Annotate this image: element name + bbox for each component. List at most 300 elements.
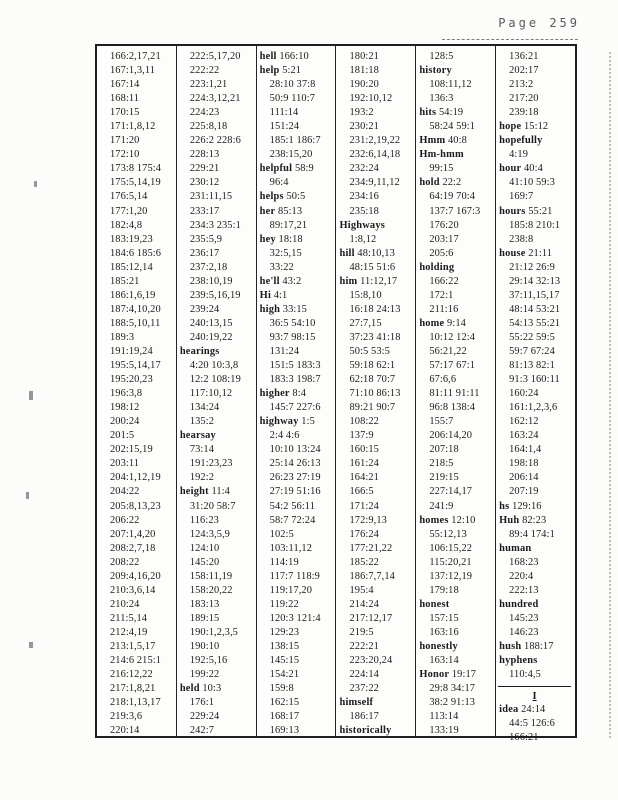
index-entry-refs: 220:14 <box>110 725 140 737</box>
headword: history <box>419 65 452 77</box>
section-divider <box>498 686 571 703</box>
index-entry-headword: height 11:4 <box>179 486 230 498</box>
index-entry-refs: 230:21 <box>349 121 379 133</box>
index-entry-refs: 129:23 <box>269 626 300 638</box>
index-entry-refs: 1:8,12 <box>349 233 377 245</box>
index-entry-headword: hold 22:2 <box>419 177 462 189</box>
index-entry-refs: 239:24 <box>189 303 220 315</box>
index-entry-refs: 175:5,14,19 <box>110 177 161 189</box>
divider-section-letter: I <box>532 691 537 703</box>
index-entry-headword: her 85:13 <box>259 205 303 217</box>
index-entry-headword <box>496 598 575 612</box>
index-entry-refs: 196:3,8 <box>110 388 143 400</box>
index-entry-refs: 169:7 <box>509 191 534 203</box>
index-entry-refs: 224:23 <box>189 107 220 119</box>
index-entry-refs: 167:1,3,11 <box>110 65 156 77</box>
index-entry-refs: 106:15,22 <box>429 542 473 554</box>
headword: homes <box>419 514 449 526</box>
index-entry-refs: 4:19 <box>509 149 529 161</box>
index-entry-refs: 160:15 <box>349 444 379 456</box>
index-entry-headword <box>177 345 256 359</box>
index-entry-headword: idea 24:14 <box>499 704 546 716</box>
index-entry-refs: 115:20,21 <box>429 556 472 568</box>
headword: hits <box>419 107 437 119</box>
index-entry-refs: 54:2 56:11 <box>269 500 316 512</box>
index-entry-headword: homes 12:10 <box>419 514 476 526</box>
index-entry-refs: 168:23 <box>509 556 539 568</box>
scan-artifact-speck <box>29 391 33 400</box>
index-entry-refs: 206:22 <box>110 514 140 526</box>
headword: hearsay <box>179 430 216 442</box>
scan-artifact-speck <box>26 492 29 499</box>
headword: hyphens <box>499 655 538 667</box>
index-entry-refs: 205:6 <box>429 247 454 259</box>
index-entry-refs: 81:13 82:1 <box>509 360 555 372</box>
index-entry-refs: 190:1,2,3,5 <box>189 626 238 638</box>
index-entry-refs: 164:1,4 <box>509 444 542 456</box>
headword: height <box>179 486 209 498</box>
index-entry-refs: 218:5 <box>429 458 454 470</box>
index-entry-refs: 166:21 <box>509 732 539 744</box>
index-entry-headword: highway 1:5 <box>259 416 315 428</box>
index-entry-refs: 185:1 186:7 <box>269 135 321 147</box>
index-entry-refs: 204:1,12,19 <box>110 472 161 484</box>
index-entry-refs: 184:6 185:6 <box>110 247 162 259</box>
index-entry-refs: 151:24 <box>269 121 300 133</box>
index-entry-refs: 160:24 <box>509 388 539 400</box>
index-entry-refs: 145:15 <box>269 655 300 667</box>
index-entry-refs: 32:5,15 <box>269 247 302 259</box>
index-entry-headword <box>336 219 415 233</box>
index-entry-refs: 154:21 <box>269 669 300 681</box>
scan-artifact-dashed-line <box>442 39 578 40</box>
index-entry-refs: 59:18 62:1 <box>349 360 396 372</box>
index-entry-refs: 212:4,19 <box>110 626 148 638</box>
index-entry-refs: 199:22 <box>189 669 220 681</box>
index-entry-refs: 163:16 <box>429 626 459 638</box>
index-entry-refs: 222:13 <box>509 584 539 596</box>
index-entry-refs: 37:11,15,17 <box>509 289 560 301</box>
index-entry-refs: 229:24 <box>189 711 220 723</box>
index-entry-headword: Honor 19:17 <box>419 669 477 681</box>
index-entry-refs: 99:15 <box>429 163 454 175</box>
index-entry-refs: 224:14 <box>349 669 379 681</box>
index-entry-refs: 158:20,22 <box>189 584 233 596</box>
headword: hearings <box>179 345 220 357</box>
index-entry-refs: 217:12,17 <box>349 612 393 624</box>
index-entry-refs: 111:14 <box>269 107 299 119</box>
index-entry-refs: 110:4,5 <box>509 669 541 681</box>
index-entry-refs: 91:3 160:11 <box>509 374 560 386</box>
scan-artifact-page-edge <box>609 52 611 738</box>
index-entry-refs: 237:2,18 <box>189 261 228 273</box>
index-entry-refs: 228:13 <box>189 149 220 161</box>
index-entry-refs: 187:4,10,20 <box>110 303 161 315</box>
headword: helps <box>259 191 284 203</box>
index-entry-refs: 240:13,15 <box>189 317 233 329</box>
headword: home <box>419 317 445 329</box>
index-entry-refs: 207:18 <box>429 444 459 456</box>
index-entry-refs: 192:10,12 <box>349 93 393 105</box>
headword: him <box>339 275 358 287</box>
index-entry-refs: 58:7 72:24 <box>269 514 316 526</box>
index-entry-headword <box>416 598 495 612</box>
index-column-5 <box>415 46 495 736</box>
index-entry-refs: 163:24 <box>509 430 539 442</box>
index-entry-refs: 170:15 <box>110 107 140 119</box>
index-entry-refs: 195:20,23 <box>110 374 153 386</box>
index-entry-refs: 37:23 41:18 <box>349 331 401 343</box>
index-entry-refs: 57:17 67:1 <box>429 360 476 372</box>
headword: human <box>499 542 532 554</box>
index-entry-refs: 27:7,15 <box>349 317 382 329</box>
index-entry-headword <box>496 134 575 148</box>
index-entry-refs: 162:12 <box>509 416 539 428</box>
headword: Hi <box>259 289 272 301</box>
word-index-table <box>95 44 577 744</box>
index-entry-headword <box>177 429 256 443</box>
index-entry-refs: 58:24 59:1 <box>429 121 476 133</box>
index-entry-refs: 146:23 <box>509 626 539 638</box>
index-entry-refs: 89:21 90:7 <box>349 402 396 414</box>
index-entry-refs: 206:14 <box>509 472 539 484</box>
index-entry-refs: 211:5,14 <box>110 612 148 624</box>
index-entry-refs: 166:2,17,21 <box>110 51 161 62</box>
index-entry-refs: 214:6 215:1 <box>110 655 162 667</box>
index-entry-refs: 213:1,5,17 <box>110 640 156 652</box>
index-entry-refs: 119:17,20 <box>269 584 313 596</box>
index-entry-refs: 220:4 <box>509 570 534 582</box>
headword: he'll <box>259 275 280 287</box>
index-entry-refs: 50:5 53:5 <box>349 345 390 357</box>
index-entry-refs: 44:5 126:6 <box>509 718 555 730</box>
index-entry-refs: 48:15 51:6 <box>349 261 396 273</box>
index-entry-refs: 161:1,2,3,6 <box>509 402 558 414</box>
index-entry-headword: hell 166:10 <box>259 51 309 62</box>
index-entry-refs: 16:18 24:13 <box>349 303 401 315</box>
index-entry-headword <box>416 148 495 162</box>
index-entry-refs: 234:9,11,12 <box>349 177 400 189</box>
headword: honest <box>419 598 450 610</box>
index-entry-refs: 206:14,20 <box>429 430 473 442</box>
index-entry-refs: 202:15,19 <box>110 444 153 456</box>
index-entry-refs: 177:21,22 <box>349 542 393 554</box>
index-entry-refs: 242:7 <box>189 725 214 737</box>
index-entry-refs: 222:22 <box>189 65 220 77</box>
index-entry-refs: 50:9 110:7 <box>269 93 316 105</box>
page-number: Page 259 <box>498 16 580 30</box>
index-entry-refs: 172:1 <box>429 289 454 301</box>
index-entry-refs: 177:1,20 <box>110 205 148 217</box>
index-entry-refs: 237:22 <box>349 683 379 695</box>
index-entry-headword: help 5:21 <box>259 65 302 77</box>
index-entry-refs: 171:1,8,12 <box>110 121 156 133</box>
index-entry-refs: 10:10 13:24 <box>269 444 321 456</box>
index-entry-refs: 55:12,13 <box>429 528 467 540</box>
index-entry-refs: 176:1 <box>189 697 214 709</box>
index-entry-refs: 186:17 <box>349 711 379 723</box>
headword: hey <box>259 233 276 245</box>
index-entry-refs: 185:8 210:1 <box>509 219 561 231</box>
index-entry-refs: 128:5 <box>429 51 454 62</box>
index-entry-refs: 71:10 86:13 <box>349 388 401 400</box>
index-entry-refs: 145:20 <box>189 556 220 568</box>
headword: hour <box>499 163 522 175</box>
index-entry-headword <box>496 654 575 668</box>
index-entry-refs: 102:5 <box>269 528 294 540</box>
index-entry-refs: 169:13 <box>269 725 300 737</box>
index-entry-refs: 166:22 <box>429 275 459 287</box>
headword: Honor <box>419 669 450 681</box>
index-entry-refs: 223:1,21 <box>189 79 228 91</box>
index-entry-refs: 161:24 <box>349 458 379 470</box>
index-entry-refs: 226:2 228:6 <box>189 135 241 147</box>
index-entry-headword: hill 48:10,13 <box>339 247 395 259</box>
index-entry-refs: 232:24 <box>349 163 379 175</box>
index-entry-headword: high 33:15 <box>259 303 307 315</box>
index-column-1 <box>97 46 176 736</box>
index-entry-refs: 195:5,14,17 <box>110 360 161 372</box>
index-entry-headword: higher 8:4 <box>259 388 307 400</box>
index-entry-refs: 193:2 <box>349 107 374 119</box>
headword: higher <box>259 388 290 400</box>
index-entry-refs: 236:17 <box>189 247 220 259</box>
index-entry-refs: 38:2 91:13 <box>429 697 476 709</box>
index-entry-refs: 214:24 <box>349 598 379 610</box>
headword: helpful <box>259 163 293 175</box>
headword: historically <box>339 725 392 737</box>
index-entry-refs: 134:24 <box>189 402 220 414</box>
index-entry-refs: 117:10,12 <box>189 388 233 400</box>
index-entry-refs: 191:23,23 <box>189 458 233 470</box>
index-entry-headword: hush 188:17 <box>499 640 554 652</box>
index-entry-refs: 168:17 <box>269 711 300 723</box>
index-entry-refs: 29:14 32:13 <box>509 275 561 287</box>
headword: hs <box>499 500 510 512</box>
index-entry-refs: 145:23 <box>509 612 539 624</box>
index-entry-headword <box>336 696 415 710</box>
index-entry-refs: 233:17 <box>189 205 220 217</box>
index-entry-headword: hour 40:4 <box>499 163 543 175</box>
index-entry-refs: 185:21 <box>110 275 140 287</box>
index-entry-refs: 186:1,6,19 <box>110 289 156 301</box>
index-entry-refs: 116:23 <box>189 514 219 526</box>
headword: himself <box>339 697 374 709</box>
index-entry-refs: 26:23 27:19 <box>269 472 321 484</box>
index-entry-refs: 188:5,10,11 <box>110 317 161 329</box>
index-entry-refs: 176:5,14 <box>110 191 148 203</box>
index-entry-refs: 190:20 <box>349 79 379 91</box>
index-entry-refs: 31:20 58:7 <box>189 500 236 512</box>
index-entry-refs: 176:24 <box>349 528 379 540</box>
index-entry-refs: 229:21 <box>189 163 220 175</box>
index-entry-refs: 222:21 <box>349 640 379 652</box>
headword: Highways <box>339 219 385 231</box>
index-entry-refs: 190:10 <box>189 640 220 652</box>
index-entry-refs: 145:7 227:6 <box>269 402 321 414</box>
index-entry-refs: 192:5,16 <box>189 655 228 667</box>
index-entry-refs: 191:19,24 <box>110 345 153 357</box>
index-entry-refs: 219:5 <box>349 626 374 638</box>
index-entry-refs: 96:8 138:4 <box>429 402 476 414</box>
index-entry-refs: 136:3 <box>429 93 454 105</box>
headword: hill <box>339 247 355 259</box>
index-entry-refs: 15:8,10 <box>349 289 382 301</box>
index-entry-refs: 59:7 67:24 <box>509 345 555 357</box>
index-entry-refs: 162:15 <box>269 697 300 709</box>
index-entry-refs: 172:9,13 <box>349 514 387 526</box>
headword: high <box>259 303 281 315</box>
index-entry-refs: 182:4,8 <box>110 219 143 231</box>
index-entry-refs: 209:4,16,20 <box>110 570 161 582</box>
index-entry-refs: 159:8 <box>269 683 294 695</box>
index-entry-refs: 234:3 235:1 <box>189 219 241 231</box>
index-entry-refs: 210:3,6,14 <box>110 584 156 596</box>
headword: Hmm <box>419 135 446 147</box>
index-column-4 <box>335 46 415 736</box>
index-entry-refs: 138:15 <box>269 640 300 652</box>
scan-artifact-speck <box>34 181 37 187</box>
index-entry-refs: 217:20 <box>509 93 539 105</box>
headword: her <box>259 205 276 217</box>
index-entry-headword <box>336 724 415 738</box>
index-entry-refs: 186:7,7,14 <box>349 570 395 582</box>
index-entry-refs: 136:21 <box>509 51 539 62</box>
index-entry-headword <box>416 640 495 654</box>
index-entry-refs: 73:14 <box>189 444 214 456</box>
headword: highway <box>259 416 299 428</box>
index-entry-refs: 164:21 <box>349 472 379 484</box>
index-entry-refs: 232:6,14,18 <box>349 149 401 161</box>
headword: holding <box>419 261 455 273</box>
index-entry-refs: 202:17 <box>509 65 539 77</box>
headword: hours <box>499 205 526 217</box>
index-entry-refs: 204:22 <box>110 486 140 498</box>
index-entry-refs: 225:8,18 <box>189 121 228 133</box>
index-entry-refs: 135:2 <box>189 416 214 428</box>
index-entry-refs: 238:8 <box>509 233 534 245</box>
index-entry-refs: 183:3 198:7 <box>269 374 321 386</box>
index-entry-refs: 163:14 <box>429 655 459 667</box>
index-entry-refs: 180:21 <box>349 51 379 62</box>
index-entry-refs: 28:10 37:8 <box>269 79 316 91</box>
index-entry-headword: Hi 4:1 <box>259 289 288 301</box>
index-entry-refs: 219:3,6 <box>110 711 143 723</box>
index-entry-refs: 25:14 26:13 <box>269 458 321 470</box>
index-entry-refs: 173:8 175:4 <box>110 163 162 175</box>
index-entry-refs: 103:11,12 <box>269 542 313 554</box>
index-entry-refs: 198:12 <box>110 402 140 414</box>
index-entry-headword: he'll 43:2 <box>259 275 302 287</box>
index-entry-refs: 27:19 51:16 <box>269 486 321 498</box>
index-entry-refs: 223:20,24 <box>349 655 393 667</box>
index-entry-refs: 2:4 4:6 <box>269 430 300 442</box>
index-entry-refs: 21:12 26:9 <box>509 261 555 273</box>
index-entry-refs: 217:1,8,21 <box>110 683 156 695</box>
index-entry-refs: 195:4 <box>349 584 374 596</box>
index-entry-headword: hope 15:12 <box>499 121 549 133</box>
headword: held <box>179 683 200 695</box>
index-entry-refs: 207:19 <box>509 486 539 498</box>
index-entry-refs: 56:21,22 <box>429 345 467 357</box>
index-entry-refs: 171:20 <box>110 135 140 147</box>
index-entry-refs: 238:15,20 <box>269 149 313 161</box>
index-entry-refs: 93:7 98:15 <box>269 331 316 343</box>
headword: help <box>259 65 280 77</box>
index-entry-refs: 137:7 167:3 <box>429 205 481 217</box>
index-entry-refs: 62:18 70:7 <box>349 374 396 386</box>
scan-artifact-speck <box>29 642 33 648</box>
index-entry-refs: 151:5 183:3 <box>269 360 321 372</box>
index-entry-refs: 137:12,19 <box>429 570 473 582</box>
index-entry-headword: helps 50:5 <box>259 191 306 203</box>
index-entry-refs: 54:13 55:21 <box>509 317 561 329</box>
index-entry-refs: 208:22 <box>110 556 140 568</box>
index-entry-headword: Huh 82:23 <box>499 514 547 526</box>
index-entry-refs: 240:19,22 <box>189 331 233 343</box>
index-entry-refs: 189:3 <box>110 331 135 343</box>
index-entry-refs: 213:2 <box>509 79 534 91</box>
index-entry-refs: 158:11,19 <box>189 570 233 582</box>
index-entry-headword <box>416 64 495 78</box>
index-column-3 <box>256 46 336 736</box>
headword: hell <box>259 51 277 62</box>
headword: hush <box>499 640 522 652</box>
index-entry-refs: 124:3,5,9 <box>189 528 230 540</box>
index-entry-headword <box>496 542 575 556</box>
index-entry-refs: 203:11 <box>110 458 140 470</box>
index-column-2 <box>176 46 256 736</box>
index-entry-headword: hits 54:19 <box>419 107 464 119</box>
index-entry-refs: 12:2 108:19 <box>189 374 241 386</box>
index-column-6 <box>495 46 575 744</box>
index-entry-refs: 119:22 <box>269 598 299 610</box>
index-entry-refs: 89:4 174:1 <box>509 528 555 540</box>
index-entry-refs: 203:17 <box>429 233 459 245</box>
index-entry-refs: 166:5 <box>349 486 374 498</box>
index-entry-refs: 224:3,12,21 <box>189 93 241 105</box>
index-entry-refs: 176:20 <box>429 219 459 231</box>
index-entry-refs: 231:11,15 <box>189 191 233 203</box>
index-entry-refs: 239:18 <box>509 107 539 119</box>
index-entry-refs: 183:19,23 <box>110 233 153 245</box>
index-entry-refs: 89:17,21 <box>269 219 308 231</box>
index-entry-refs: 216:12,22 <box>110 669 153 681</box>
index-entry-refs: 96:4 <box>269 177 289 189</box>
index-entry-headword: house 21:11 <box>499 247 553 259</box>
headword: hopefully <box>499 135 543 147</box>
index-entry-refs: 137:9 <box>349 430 374 442</box>
index-entry-refs: 81:11 91:11 <box>429 388 480 400</box>
index-entry-headword: Hmm 40:8 <box>419 135 467 147</box>
index-entry-refs: 185:12,14 <box>110 261 153 273</box>
headword: house <box>499 247 526 259</box>
index-entry-refs: 33:22 <box>269 261 294 273</box>
index-entry-refs: 185:22 <box>349 556 379 568</box>
index-entry-refs: 67:6,6 <box>429 374 457 386</box>
index-entry-refs: 108:22 <box>349 416 379 428</box>
index-entry-refs: 192:2 <box>189 472 214 484</box>
index-entry-refs: 227:14,17 <box>429 486 473 498</box>
index-entry-refs: 201:5 <box>110 430 135 442</box>
index-entry-refs: 234:16 <box>349 191 379 203</box>
index-entry-refs: 29:8 34:17 <box>429 683 476 695</box>
index-entry-headword: hs 129:16 <box>499 500 542 512</box>
index-entry-refs: 198:18 <box>509 458 539 470</box>
index-entry-refs: 183:13 <box>189 598 220 610</box>
index-entry-refs: 219:15 <box>429 472 459 484</box>
index-entry-refs: 208:2,7,18 <box>110 542 156 554</box>
